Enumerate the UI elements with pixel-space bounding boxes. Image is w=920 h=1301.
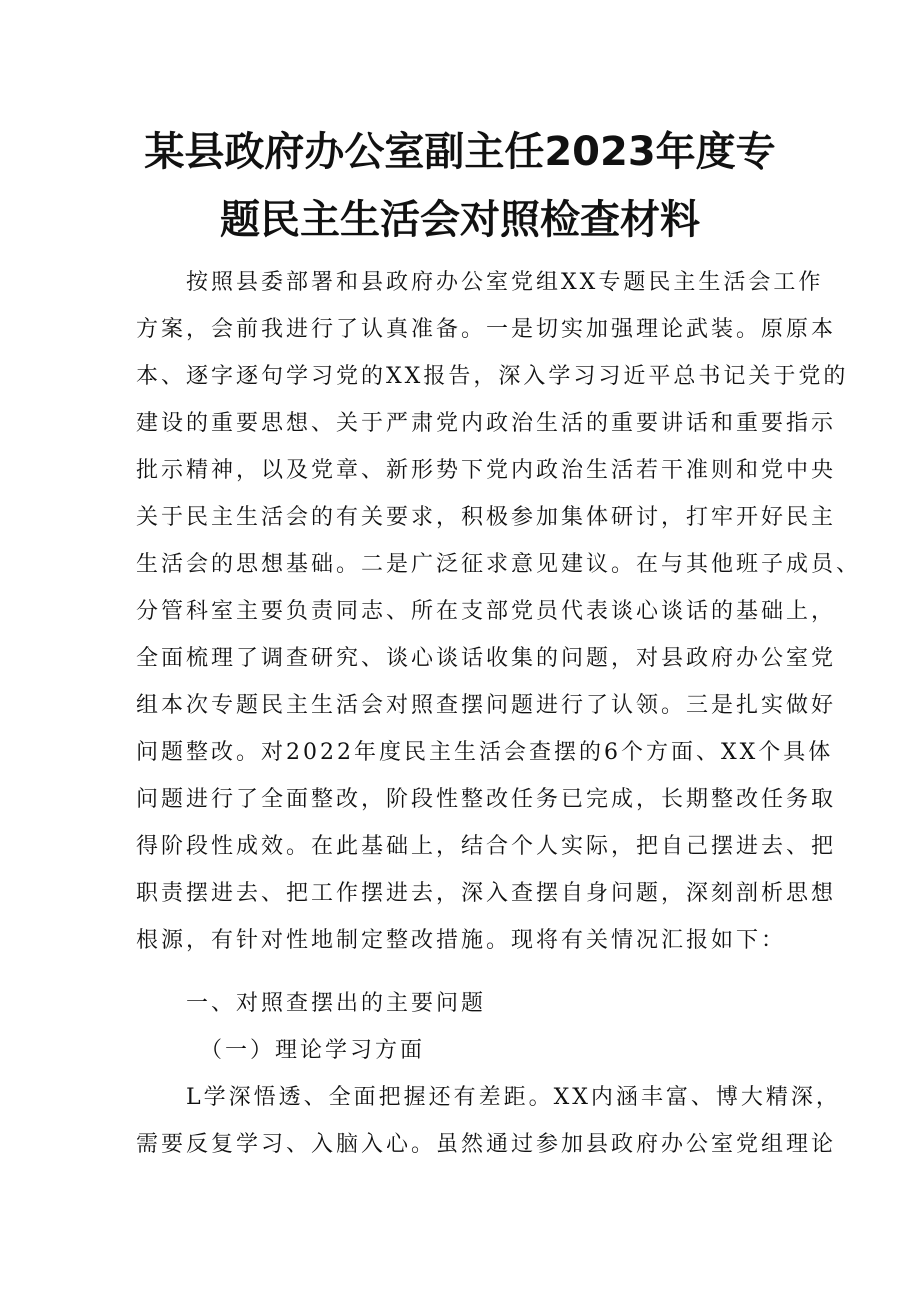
point-paragraph [136,1074,841,1168]
paragraph-line: 建设的重要思想、关于严肃党内政治生活的重要讲话和重要指示 [136,411,837,436]
paragraph-line: 需要反复学习、入脑入心。虽然通过参加县政府办公室党组理论 [136,1132,837,1157]
paragraph-line: 分管科室主要负责同志、所在支部党员代表谈心谈话的基础上， [136,599,837,624]
document-title-line-1: 某县政府办公室副主任2023年度专 [144,129,776,175]
paragraph-line: 方案，会前我进行了认真准备。一是切实加强理论武装。原原本 [136,317,837,342]
paragraph-line: 组本次专题民主生活会对照查摆问题进行了认领。三是扎实做好 [136,693,837,718]
paragraph-line: 关于民主生活会的有关要求，积极参加集体研讨，打牢开好民主 [136,505,837,530]
paragraph-line: L学深悟透、全面把握还有差距。XX内涵丰富、博大精深， [136,1085,841,1110]
paragraph-line: 生活会的思想基础。二是广泛征求意见建议。在与其他班子成员、 [136,552,862,577]
paragraph-line: 根源，有针对性地制定整改措施。现将有关情况汇报如下： [136,928,787,953]
subsection-heading [136,1027,796,1074]
subsection-heading-text: （一）理论学习方面 [136,1038,426,1063]
paragraph-line: 按照县委部署和县政府办公室党组XX专题民主生活会工作 [136,270,824,295]
paragraph-line: 问题进行了全面整改，阶段性整改任务已完成，长期整改任务取 [136,787,837,812]
paragraph-line: 本、逐字逐句学习党的XX报告，深入学习习近平总书记关于党的 [136,364,849,389]
paragraph-line: 得阶段性成效。在此基础上，结合个人实际，把自己摆进去、把 [136,834,837,859]
section-heading-text: 一、对照查摆出的主要问题 [136,991,487,1016]
intro-paragraph [136,259,862,964]
paragraph-line: 职责摆进去、把工作摆进去，深入查摆自身问题，深刻剖析思想 [136,881,837,906]
paragraph-line: 全面梳理了调查研究、谈心谈话收集的问题，对县政府办公室党 [136,646,837,671]
document-title-line-2: 题民主生活会对照检查材料 [220,197,700,243]
paragraph-line: 批示精神，以及党章、新形势下党内政治生活若干准则和党中央 [136,458,837,483]
paragraph-line: 问题整改。对2022年度民主生活会查摆的6个方面、XX个具体 [136,740,834,765]
section-heading [136,980,796,1027]
